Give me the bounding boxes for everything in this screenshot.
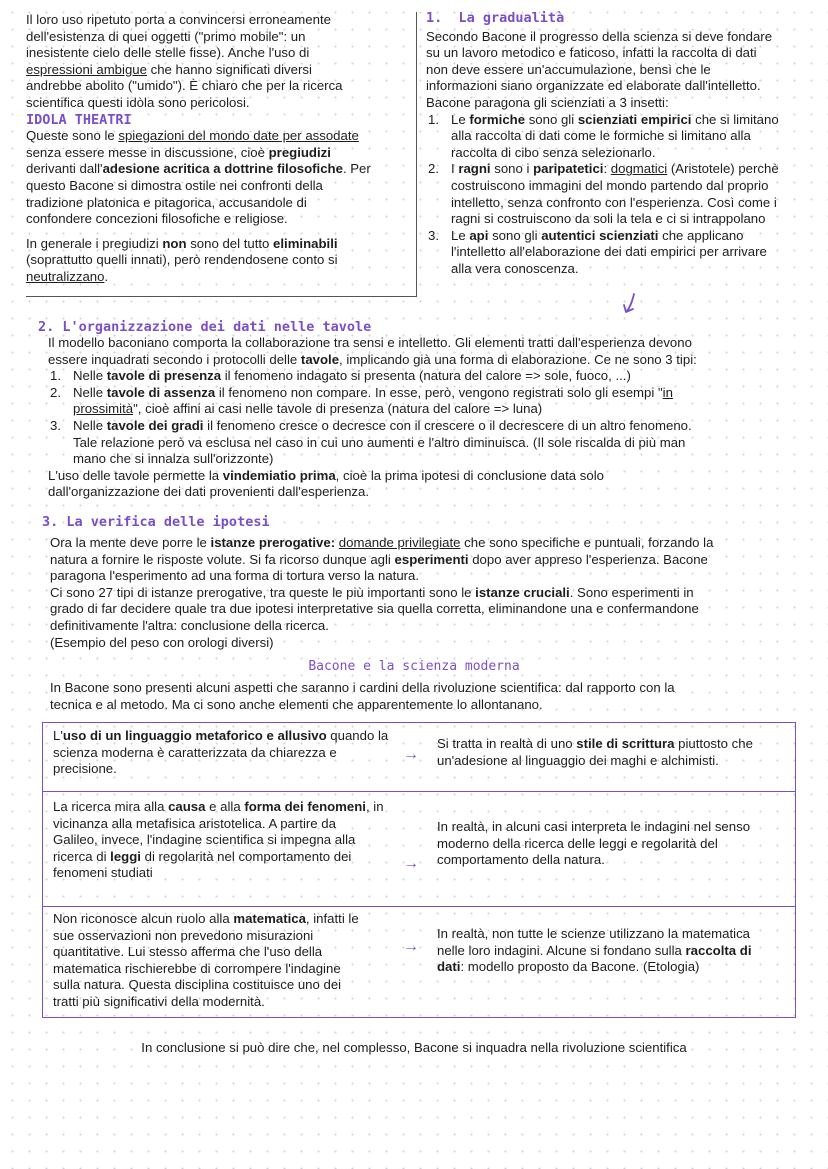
- text-span: (Aristotele) perchè: [667, 161, 779, 177]
- text-span: Nelle: [73, 384, 107, 400]
- text-span: che si limitano: [691, 111, 779, 127]
- text-line: [53, 911, 408, 928]
- bold-term: matematica: [233, 911, 306, 926]
- table-cell-right: [437, 819, 789, 869]
- text-line: Bacone paragona gli scienziati a 3 insetti:: [426, 94, 669, 110]
- bold-term: paripatetici: [533, 161, 604, 177]
- text-line: alla vera conoscenza.: [451, 260, 579, 276]
- insects-list: [426, 112, 810, 278]
- text-line: [73, 385, 818, 402]
- text-line: inesistente cielo delle stelle fisse). Anche l'uso di: [26, 45, 310, 61]
- list-number: 3.: [428, 227, 439, 243]
- text-line: [437, 736, 789, 753]
- text-line: Il loro uso ripetuto porta a convincersi erroneamente: [26, 12, 331, 27]
- text-span: il fenomeno cresce o decresce con il crescere o il decrescere di un altro fenomeno.: [203, 417, 692, 433]
- bold-term: api: [469, 227, 489, 243]
- text-line: l'intelletto all'elaborazione dei dati empirici per arrivare: [451, 244, 767, 260]
- section-divider: [26, 296, 416, 297]
- column-divider: [416, 12, 417, 297]
- table-cell-left: [53, 911, 408, 1011]
- text-line: [73, 368, 818, 385]
- gradualita-heading: [426, 10, 810, 27]
- text-line: [437, 943, 789, 960]
- text-span: sono gli: [525, 111, 578, 127]
- bold-term: dati: [437, 959, 461, 975]
- bold-term: stile di scrittura: [576, 736, 675, 751]
- text-line: quantitative. Lui stesso afferma che l'uso della: [53, 944, 323, 960]
- table-cell-right: [437, 736, 789, 769]
- text-line: non deve essere un'accumulazione, bensì che le: [426, 61, 711, 77]
- text-line: [26, 145, 414, 162]
- arrow-right-icon: →: [403, 855, 419, 872]
- text-span: che hanno significati diversi: [146, 61, 312, 77]
- text-span: di regolarità nel comportamento dei: [140, 848, 352, 864]
- text-line: tecnica e al metodo. Ma ci sono anche elementi che apparentemente lo allontanano.: [50, 696, 543, 712]
- text-line: [451, 112, 810, 129]
- text-span: essere inquadrati secondo i protocolli delle: [48, 351, 301, 367]
- text-line: comportamento della natura.: [437, 852, 605, 868]
- list-number: 2.: [428, 161, 439, 177]
- text-span: In generale i pregiudizi: [26, 235, 163, 251]
- text-line: Tale relazione però va esclusa nel caso in cui uno aumenti e l'altro diminuisca. (Il sole riscalda di più man: [73, 434, 686, 450]
- text-span: : modello proposto da Bacone. (Etologia): [460, 959, 700, 975]
- list-item: [48, 368, 818, 385]
- text-span: derivanti dall': [26, 161, 103, 177]
- list-number: 1.: [428, 111, 439, 127]
- text-span: ", cioè affini ai casi nelle tavole di presenza (natura del calore => luna): [133, 401, 543, 417]
- underlined-term: spiegazioni del mondo date per assodate: [118, 128, 359, 144]
- arrow-right-icon: →: [403, 746, 419, 763]
- bold-term: tavole di presenza: [106, 368, 222, 384]
- text-line: [48, 468, 818, 485]
- text-line: [50, 585, 820, 602]
- bold-term: vindemiatio prima: [222, 467, 336, 483]
- text-line: [53, 728, 408, 745]
- text-line: sue osservazioni non prevedono misurazioni: [53, 927, 314, 943]
- text-line: dell'esistenza di quei oggetti ("primo mobile": un: [26, 28, 306, 44]
- section-2: [38, 319, 818, 336]
- text-line: andrebbe abolito ("umido"). È chiaro che per la ricerca: [26, 78, 343, 94]
- text-line: un'adesione al linguaggio dei maghi e alchimisti.: [437, 752, 719, 768]
- text-line: [451, 228, 810, 245]
- text-span: il fenomeno indagato si presenta (natura del calore => sole, fuoco, ...): [221, 368, 631, 384]
- underlined-term: neutralizzano: [26, 268, 105, 284]
- underlined-term: dogmatici: [610, 161, 668, 177]
- table-row: [43, 723, 795, 791]
- modern-science-heading: Bacone e la scienza moderna: [308, 659, 520, 674]
- text-span: Le: [451, 227, 470, 243]
- text-span: , infatti le: [305, 911, 359, 926]
- table-row: [43, 792, 795, 906]
- spacer: [26, 228, 414, 236]
- text-line: vicinanza alla metafisica aristotelica. A partire da: [53, 815, 336, 831]
- text-span: sono i: [490, 161, 534, 177]
- table-cell-left: [53, 799, 408, 882]
- list-item: [48, 418, 818, 468]
- modern-science-intro: [50, 680, 820, 713]
- list-number: 3.: [50, 417, 61, 433]
- conclusion: In conclusione si può dire che, nel complesso, Bacone si inquadra nella rivoluzione scientifica: [141, 1040, 687, 1055]
- section-3-body: [50, 535, 820, 651]
- text-span: Nelle: [73, 368, 107, 384]
- bold-term: non: [162, 235, 187, 251]
- text-line: [53, 799, 408, 816]
- text-line: tratti più significativi della modernità.: [53, 993, 265, 1009]
- text-line: [451, 161, 810, 178]
- text-span: .: [104, 268, 109, 284]
- text-span: L': [53, 728, 63, 743]
- table-cell-right: [437, 926, 789, 976]
- bold-term: causa: [168, 799, 206, 814]
- heading-text: La gradualità: [458, 10, 565, 26]
- text-span: natura a fornire le risposte volute. Si fa ricorso dunque agli: [50, 551, 395, 567]
- text-line: alla raccolta di dati come le formiche si limitano alla: [451, 128, 751, 144]
- bold-term: pregiudizi: [268, 144, 331, 160]
- list-number: 2.: [50, 384, 61, 400]
- table-cell-left: [53, 728, 408, 778]
- text-line: paragona l'esperimento ad una forma di tortura verso la natura.: [50, 568, 420, 584]
- tavole-list: [48, 368, 818, 468]
- underlined-term: prossimità: [73, 401, 134, 417]
- text-span: . Per: [342, 161, 371, 177]
- text-line: costruiscono immagini del mondo partendo dal proprio: [451, 177, 769, 193]
- underlined-term: in: [662, 384, 673, 400]
- underlined-term: domande privilegiate: [338, 535, 461, 550]
- bold-term: tavole: [300, 351, 340, 367]
- text-span: e alla: [205, 799, 245, 814]
- text-span: Ci sono 27 tipi di istanze prerogative, tra queste le più importanti sono le: [50, 584, 476, 600]
- text-span: La ricerca mira alla: [53, 799, 169, 814]
- text-span: sono del tutto: [186, 235, 274, 251]
- underlined-term: espressioni ambigue: [26, 61, 147, 77]
- text-span: , in: [365, 799, 384, 814]
- text-line: [50, 535, 820, 552]
- bold-term: scienziati empirici: [577, 111, 692, 127]
- bold-term: eliminabili: [273, 235, 338, 251]
- text-line: scientifica questi idòla sono pericolosi.: [26, 94, 250, 110]
- text-line: [26, 128, 414, 145]
- text-line: intelletto, senza confronto con l'esperienza. Così come i: [451, 194, 777, 210]
- section-3: [42, 514, 822, 531]
- text-line: [50, 552, 820, 569]
- text-span: ricerca di: [53, 848, 111, 864]
- text-span: piuttosto che: [674, 736, 753, 751]
- bold-term: forma dei fenomeni: [244, 799, 366, 814]
- text-line: [26, 236, 414, 253]
- bold-term: formiche: [469, 111, 526, 127]
- text-line: su un lavoro metodico e faticoso, infatti la raccolta di dati: [426, 45, 757, 61]
- text-line: tradizione platonica e pitagorica, accusandole di: [26, 194, 307, 210]
- text-line: confondere concezioni filosofiche e religiose.: [26, 211, 288, 227]
- text-span: Le: [451, 111, 470, 127]
- text-span: . Sono esperimenti in: [569, 584, 694, 600]
- comparison-table: [42, 722, 796, 1018]
- heading-number: 1.: [426, 10, 443, 26]
- text-line: [73, 401, 818, 418]
- bold-term: tavole di assenza: [106, 384, 216, 400]
- text-line: [26, 62, 414, 79]
- list-item: [426, 161, 810, 227]
- bold-term: adesione acritica a dottrine filosofiche: [102, 161, 343, 177]
- text-line: (Esempio del peso con orologi diversi): [50, 634, 274, 650]
- bold-term: uso di un linguaggio metaforico e allusivo: [62, 728, 327, 743]
- text-span: senza essere messe in discussione, cioè: [26, 144, 269, 160]
- text-span: I: [451, 161, 459, 177]
- list-item: [48, 385, 818, 418]
- text-line: grado di far decidere quale tra due ipotesi interpretative sia quella corretta, eliminandone una e confermandone: [50, 601, 699, 617]
- left-column: [26, 12, 414, 286]
- section-3-heading: 3. La verifica delle ipotesi: [42, 514, 270, 530]
- bold-term: leggi: [110, 848, 141, 864]
- bold-term: autentici scienziati: [541, 227, 659, 243]
- text-line: In realtà, in alcuni casi interpreta le indagini nel senso: [437, 819, 751, 834]
- text-span: :: [603, 161, 611, 177]
- text-span: Queste sono le: [26, 128, 119, 144]
- down-arrow-icon: [618, 292, 648, 316]
- text-line: raccolta di cibo senza selezionarlo.: [451, 144, 656, 160]
- list-item: [426, 112, 810, 162]
- text-span: quando la: [326, 728, 389, 743]
- text-line: Galileo, invece, l'indagine scientifica si impegna alla: [53, 832, 356, 848]
- text-span: sono gli: [488, 227, 542, 243]
- bold-term: esperimenti: [394, 551, 469, 567]
- right-column: [426, 10, 810, 278]
- bold-term: tavole dei gradi: [106, 417, 204, 433]
- text-line: moderno della ricerca delle leggi e regolarità del: [437, 835, 718, 851]
- text-line: In Bacone sono presenti alcuni aspetti che saranno i cardini della rivoluzione scientifica: dal rapporto con la: [50, 680, 675, 695]
- text-line: (soprattutto quelli innati), però rendendosene conto si: [26, 252, 338, 268]
- text-line: [48, 352, 818, 369]
- text-span: Nelle: [73, 417, 107, 433]
- list-number: 1.: [50, 368, 61, 384]
- text-line: sulla natura. Questa disciplina costituisce uno dei: [53, 977, 342, 993]
- text-line: [26, 161, 414, 178]
- text-line: ragni si costruiscono da soli la tela e ci si intrappolano: [451, 211, 766, 227]
- text-span: Ora la mente deve porre le: [50, 535, 211, 550]
- text-span: , implicando già una forma di elaborazione. Ce ne sono 3 tipi:: [339, 351, 697, 367]
- text-line: fenomeni studiati: [53, 865, 153, 881]
- text-line: matematica rischierebbe di corrompere l'indagine: [53, 960, 341, 976]
- text-line: definitivamente l'altra: conclusione della ricerca.: [50, 617, 329, 633]
- arrow-right-icon: →: [403, 938, 419, 955]
- bold-term: ragni: [458, 161, 491, 177]
- text-line: [26, 269, 414, 286]
- text-line: [53, 849, 408, 866]
- text-span: Non riconosce alcun ruolo alla: [53, 911, 234, 926]
- bold-term: istanze cruciali: [475, 584, 570, 600]
- text-line: Il modello baconiano comporta la collaborazione tra sensi e intelletto. Gli elementi tratti dall'esperienza devono: [48, 335, 692, 350]
- text-line: precisione.: [53, 761, 117, 777]
- text-line: [437, 959, 789, 976]
- text-line: scienza moderna è caratterizzata da chiarezza e: [53, 744, 337, 760]
- text-span: Si tratta in realtà di uno: [437, 736, 577, 751]
- text-line: In realtà, non tutte le scienze utilizzano la matematica: [437, 926, 751, 941]
- text-span: che sono specifiche e puntuali, forzando la: [460, 535, 714, 550]
- section-2-heading: 2. L'organizzazione dei dati nelle tavole: [38, 319, 372, 335]
- text-line: questo Bacone si dimostra ostile nei confronti della: [26, 177, 323, 193]
- text-span: , cioè la prima ipotesi di conclusione data solo: [335, 467, 604, 483]
- text-span: che applicano: [658, 227, 744, 243]
- list-item: [426, 228, 810, 278]
- idola-theatri-heading: IDOLA THEATRI: [26, 111, 132, 128]
- text-span: L'uso delle tavole permette la: [48, 467, 223, 483]
- text-line: informazioni siano organizzate ed elaborate dall'intelletto.: [426, 78, 761, 94]
- text-span: nelle loro indagini. Alcune si fondano sulla: [437, 942, 686, 958]
- text-line: mano che si innalza sull'orizzonte): [73, 451, 274, 467]
- text-line: Secondo Bacone il progresso della scienza si deve fondare: [426, 28, 773, 44]
- text-span: dopo aver appreso l'esperienza. Bacone: [468, 551, 708, 567]
- text-span: il fenomeno non compare. In esse, però, vengono registrati solo gli esempi ": [215, 384, 663, 400]
- table-row: [43, 907, 795, 1017]
- text-line: dall'organizzazione dei dati provenienti dall'esperienza.: [48, 484, 370, 500]
- bold-term: istanze prerogative:: [210, 535, 336, 550]
- text-line: [73, 418, 818, 435]
- section-2-body: [48, 335, 818, 501]
- bold-term: raccolta di: [685, 942, 752, 958]
